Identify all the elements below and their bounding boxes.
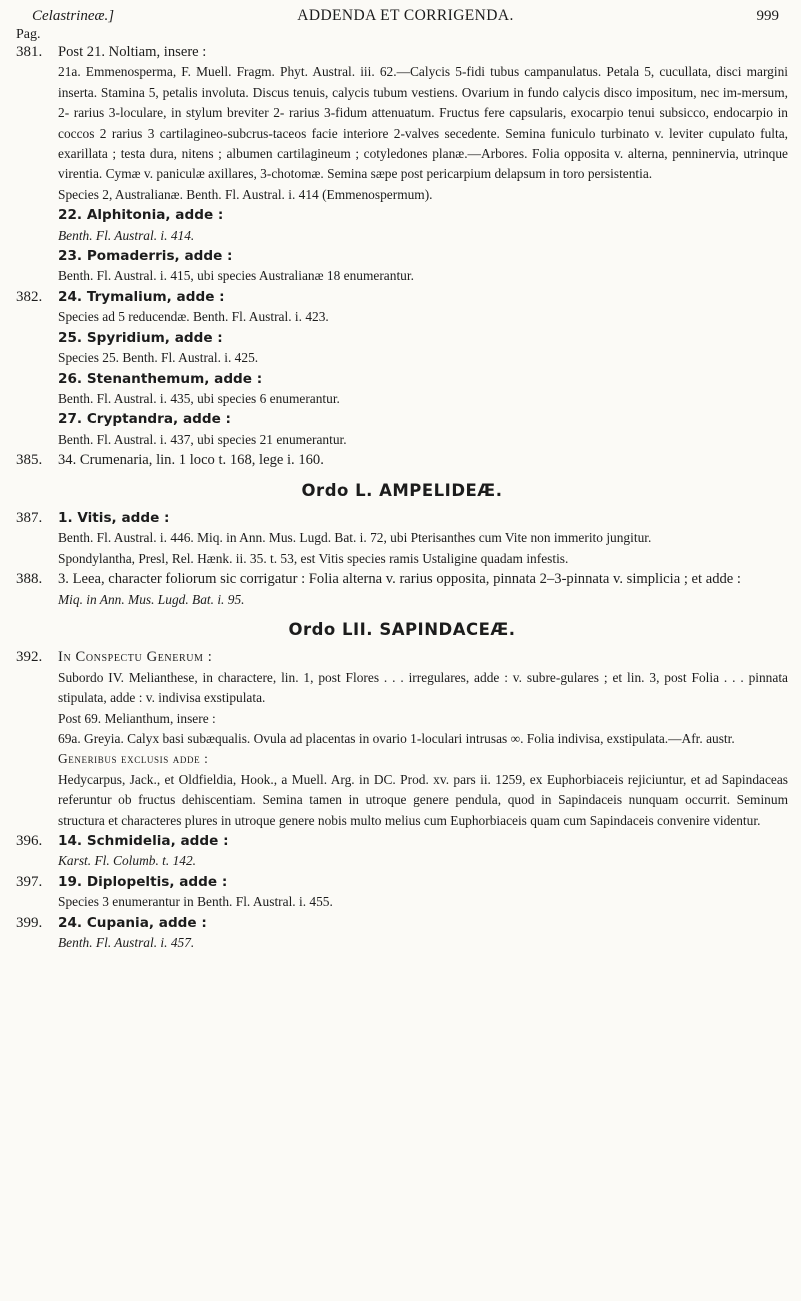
citation: Benth. Fl. Austral. i. 414. [58,227,195,243]
genus-heading: 27. Cryptandra, adde : [58,411,231,428]
entry-text: Post 21. Noltiam, insere : [58,44,207,60]
page-content [16,42,788,953]
insert-note: Post 69. Melianthum, insere : [58,710,216,726]
citation: Species 3 enumerantur in Benth. Fl. Austral. i. 455. [58,894,333,910]
genus-heading: 1. Vitis, adde : [58,509,170,526]
page-ref: 382. [16,288,43,305]
genus-heading: 24. Trymalium, adde : [58,288,225,305]
citation: Benth. Fl. Austral. i. 446. Miq. in Ann. Mus. Lugd. Bat. i. 72, ubi Pterisanthes cum Vite non immerito jungitur. [58,530,652,546]
header-title: ADDENDA ET CORRIGENDA. [297,7,514,24]
citation: Species ad 5 reducendæ. Benth. Fl. Austral. i. 423. [58,309,329,325]
citation: Benth. Fl. Austral. i. 437, ubi species 21 enumerantur. [58,431,347,447]
genus-description: Hedycarpus, Jack., et Oldfieldia, Hook., a Muell. Arg. in DC. Prod. xv. pars ii. 1259, ex Euphorbiaceis rejiciuntur, et ad Sapindaceas referuntur ob fructus dehiscentiam. Semina tamen in utroque genere pendula, quod in Sapindaceis nunquam occurrit. Seminum structura et characteres plures in utroque genere nobis multo melius cum Euphorbiaceis quam cum Sapindaceis convenire videntur. [58,771,788,828]
page-ref: 381. [16,44,43,60]
genus-heading: 24. Cupania, adde : [58,914,207,931]
citation: Miq. in Ann. Mus. Lugd. Bat. i. 95. [58,591,245,607]
citation: Species 2, Australianæ. Benth. Fl. Austral. i. 414 (Emmenospermum). [58,186,433,202]
page-ref: 387. [16,509,43,526]
entry-387 [16,508,788,528]
pag-label: Pag. [16,27,41,42]
entry-381 [16,42,788,62]
ordo-title: Ordo L. AMPELIDEÆ. [301,480,503,500]
citation: Spondylantha, Presl, Rel. Hænk. ii. 35. t. 53, est Vitis species ramis Ustaligine quadam infestis. [58,550,569,566]
running-header [32,6,779,28]
entry-text: 34. Crumenaria, lin. 1 loco t. 168, lege i. 160. [58,452,324,469]
entry-388 [16,569,788,589]
page-ref: 397. [16,873,43,890]
page-ref: 392. [16,649,43,666]
genus-heading: 25. Spyridium, adde : [58,329,223,346]
citation: Benth. Fl. Austral. i. 415, ubi species Australianæ 18 enumerantur. [58,268,414,284]
genus-heading: 23. Pomaderris, adde : [58,248,233,265]
entry-text: In Conspectu Generum : [58,649,213,666]
page-ref: 399. [16,914,43,931]
entry-397 [16,872,788,892]
genus-heading: 19. Diplopeltis, adde : [58,873,228,890]
ordo-title: Ordo LII. SAPINDACEÆ. [288,619,516,639]
page-ref: 396. [16,833,43,850]
page-ref: 385. [16,452,43,469]
genus-description: 69a. Greyia. Calyx basi subæqualis. Ovula ad placentas in ovario 1-loculari intrusas ∞. Folia indivisa, exstipulata.—Afr. austr. [58,731,735,746]
entry-text: 3. Leea, character foliorum sic corrigatur : Folia alterna v. rarius opposita, pinnata 2–3-pinnata v. simplicia ; et adde : [58,571,741,588]
header-page-number: 999 [756,8,779,24]
section-note: Generibus exclusis adde : [58,751,209,767]
genus-heading: 22. Alphitonia, adde : [58,207,224,224]
citation: Karst. Fl. Columb. t. 142. [58,853,197,869]
ordo-heading-lii [16,620,788,641]
citation: Benth. Fl. Austral. i. 457. [58,935,195,951]
header-family: Celastrineæ.] [32,8,115,24]
entry-399 [16,913,788,933]
ordo-heading-l [16,481,788,502]
entry-382 [16,287,788,307]
citation: Species 25. Benth. Fl. Austral. i. 425. [58,350,259,366]
page-ref: 388. [16,571,43,588]
entry-396 [16,831,788,851]
genus-heading: 26. Stenanthemum, adde : [58,370,263,387]
entry-385 [16,450,788,470]
genus-heading: 14. Schmidelia, adde : [58,833,229,850]
subordo-note: Subordo IV. Melianthese, in charactere, lin. 1, post Flores . . . irregulares, adde : v. subre-gulares ; et lin. 3, post Folia . . . pinnata stipulata, adde : v. indivisa exstipulata. [58,669,788,706]
genus-description: 21a. Emmenosperma, F. Muell. Fragm. Phyt. Austral. iii. 62.—Calycis 5-fidi tubus campanulatus. Petala 5, cucullata, disci margini inserta. Stamina 5, petalis involuta. Discus tenuis, calycis tubum vestiens. Ovarium in fundo calycis disco impositum, nec im-mersum, 2- rarius 3-loculare, in stylum breviter 2- rarius 3-fidum attenuatum. Fructus fere capsularis, exocarpio tenui subsicco, endocarpio in coccos 2 rarius 3 cartilagineo-subcrus-taceos facie interiore 2-valves secedente. Semina funiculo turbinato v. leviter cupulato fulta, exarillata ; testa dura, nitens ; albumen cartilagineum ; cotyledones planæ.—Arbores. Folia opposita v. alterna, penninervia, utrinque virentia. Cymæ v. paniculæ axillares, 3-chotomæ. Semina sæpe post pericarpium delapsum in toro persistentia. [58,64,788,182]
entry-392 [16,647,788,667]
citation: Benth. Fl. Austral. i. 435, ubi species 6 enumerantur. [58,390,340,406]
